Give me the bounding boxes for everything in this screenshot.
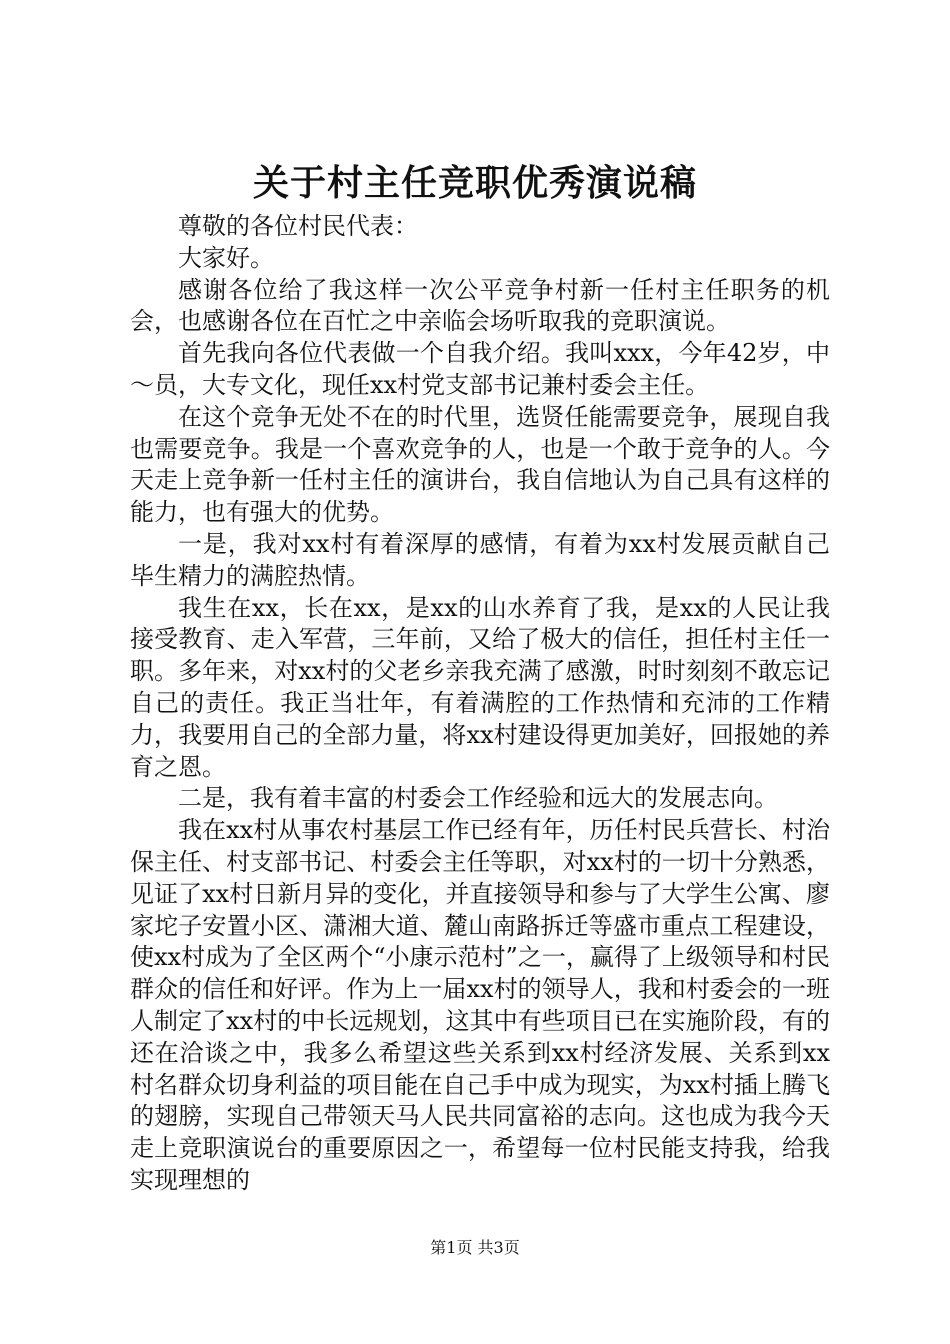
document-body (130, 211, 830, 1197)
document-title: 关于村主任竞职优秀演说稿 (252, 162, 697, 204)
paragraph-greeting: 大家好。 (178, 243, 274, 272)
paragraph-salutation: 尊敬的各位村民代表： (178, 212, 418, 240)
page-footer: 第1页 共3页 (430, 1238, 520, 1257)
paragraph-background: 我生在xx，长在xx，是xx的山水养育了我，是xx的人民让我接受教育、走入军营，三年前，又给了极大的信任，担任村主任一职。多年来，对xx村的父老乡亲我充满了感激，时时刻刻不敢忘记自己的责任。我正当壮年，有着满腔的工作热情和充沛的工作精力，我要用自己的全部力量，将xx村建设得更加美好，回报她的养育之恩。 (130, 593, 830, 781)
paragraph-point-one: 一是，我对xx村有着深厚的感情，有着为xx村发展贡献自己毕生精力的满腔热情。 (130, 529, 830, 590)
paragraph-experience: 我在xx村从事农村基层工作已经有年，历任村民兵营长、村治保主任、村支部书记、村委会主任等职，对xx村的一切十分熟悉，见证了xx村日新月异的变化，并直接领导和参与了大学生公寓、廖家坨子安置小区、潇湘大道、麓山南路拆迁等盛市重点工程建设，使xx村成为了全区两个“小康示范村”之一，赢得了上级领导和村民群众的信任和好评。作为上一届xx村的领导人，我和村委会的一班人制定了xx村的中长远规划，这其中有些项目已在实施阶段，有的还在洽谈之中，我多么希望这些关系到xx村经济发展、关系到xx村名群众切身利益的项目能在自己手中成为现实，为xx村插上腾飞的翅膀，实现自己带领天马人民共同富裕的志向。这也成为我今天走上竞职演说台的重要原因之一，希望每一位村民能支持我，给我实现理想的 (130, 816, 830, 1194)
paragraph-competition: 在这个竞争无处不在的时代里，选贤任能需要竞争，展现自我也需要竞争。我是一个喜欢竞争的人，也是一个敢于竞争的人。今天走上竞争新一任村主任的演讲台，我自信地认为自己具有这样的能力，也有强大的优势。 (130, 402, 830, 527)
paragraph-thanks: 感谢各位给了我这样一次公平竞争村新一任村主任职务的机会，也感谢各位在百忙之中亲临会场听取我的竞职演说。 (130, 275, 830, 336)
paragraph-self-intro: 首先我向各位代表做一个自我介绍。我叫xxx，今年42岁，中～员，大专文化，现任xx村党支部书记兼村委会主任。 (130, 339, 830, 399)
paragraph-point-two: 二是，我有着丰富的村委会工作经验和远大的发展志向。 (178, 784, 778, 813)
